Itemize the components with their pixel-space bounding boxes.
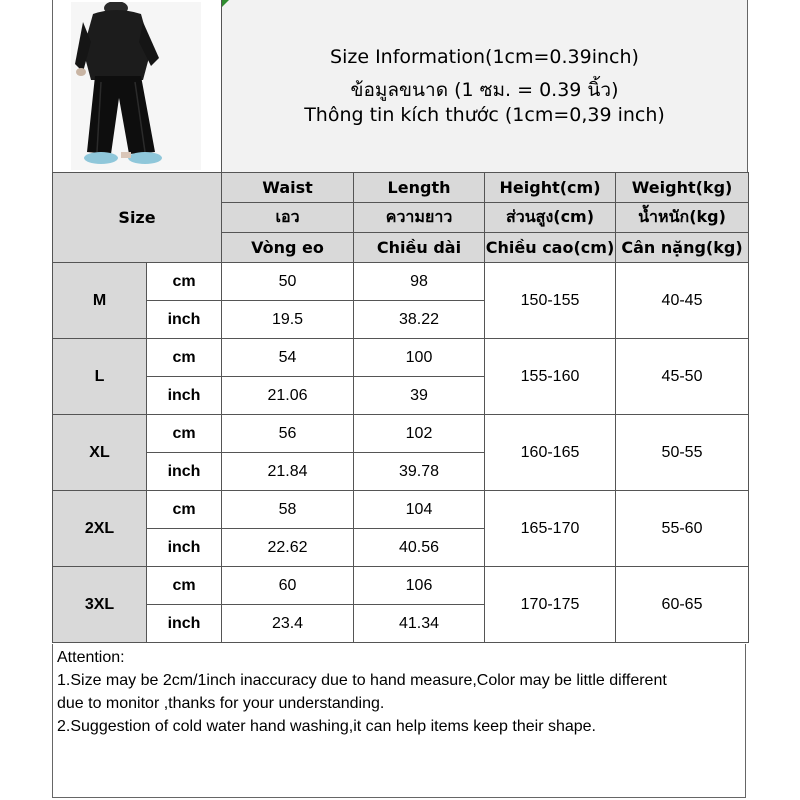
waist-cm: 50 [222,263,354,301]
waist-cm: 54 [222,339,354,377]
table-row [53,567,749,605]
length-cm: 98 [354,263,485,301]
waist-inch: 21.84 [222,453,354,491]
unit-label: inch [147,453,222,491]
table-row [53,339,749,377]
weight-range: 50-55 [616,415,749,491]
unit-label: cm [147,263,222,301]
waist-header-vi: Vòng eo [222,233,354,263]
length-inch: 39.78 [354,453,485,491]
waist-inch: 23.4 [222,605,354,643]
title-box [222,0,747,172]
length-header-th: ความยาว [354,203,485,233]
attention-notes [52,644,746,798]
size-label: 3XL [53,567,147,643]
unit-label: inch [147,377,222,415]
length-cm: 104 [354,491,485,529]
unit-label: inch [147,301,222,339]
height-header-vi: Chiều cao(cm) [485,233,616,263]
height-range: 155-160 [485,339,616,415]
table-row [53,415,749,453]
weight-header-en: Weight(kg) [616,173,749,203]
unit-label: cm [147,415,222,453]
waist-inch: 22.62 [222,529,354,567]
size-chart-sheet [52,0,748,800]
height-range: 160-165 [485,415,616,491]
waist-cm: 60 [222,567,354,605]
height-range: 165-170 [485,491,616,567]
title-vietnamese: Thông tin kích thước (1cm=0,39 inch) [304,104,665,126]
height-range: 170-175 [485,567,616,643]
weight-header-th: น้ำหนัก(kg) [616,203,749,233]
waist-header-en: Waist [222,173,354,203]
size-label: M [53,263,147,339]
length-cm: 102 [354,415,485,453]
height-header-th: ส่วนสูง(cm) [485,203,616,233]
length-cm: 100 [354,339,485,377]
corner-marker [222,0,229,7]
size-label: 2XL [53,491,147,567]
length-inch: 38.22 [354,301,485,339]
model-pants-illustration [71,2,201,170]
unit-label: cm [147,491,222,529]
length-header-vi: Chiều dài [354,233,485,263]
attention-note-2: 2.Suggestion of cold water hand washing,it can help items keep their shape. [57,718,596,735]
title-english: Size Information(1cm=0.39inch) [330,46,639,68]
product-photo [53,0,222,172]
length-inch: 39 [354,377,485,415]
title-thai: ข้อมูลขนาด (1 ซม. = 0.39 นิ้ว) [350,79,619,101]
table-row [53,491,749,529]
weight-range: 60-65 [616,567,749,643]
table-row [53,263,749,301]
unit-label: inch [147,529,222,567]
header-section [52,0,748,173]
waist-inch: 19.5 [222,301,354,339]
unit-label: cm [147,567,222,605]
weight-range: 45-50 [616,339,749,415]
length-header-en: Length [354,173,485,203]
size-column-header: Size [53,173,222,263]
size-label: L [53,339,147,415]
waist-cm: 56 [222,415,354,453]
attention-note-1-continued: due to monitor ,thanks for your understanding. [57,695,385,712]
waist-header-th: เอว [222,203,354,233]
attention-heading: Attention: [57,649,125,666]
length-inch: 40.56 [354,529,485,567]
weight-range: 55-60 [616,491,749,567]
length-inch: 41.34 [354,605,485,643]
height-header-en: Height(cm) [485,173,616,203]
unit-label: cm [147,339,222,377]
size-label: XL [53,415,147,491]
waist-inch: 21.06 [222,377,354,415]
waist-cm: 58 [222,491,354,529]
size-table [52,172,749,643]
weight-range: 40-45 [616,263,749,339]
unit-label: inch [147,605,222,643]
length-cm: 106 [354,567,485,605]
height-range: 150-155 [485,263,616,339]
weight-header-vi: Cân nặng(kg) [616,233,749,263]
attention-note-1: 1.Size may be 2cm/1inch inaccuracy due to hand measure,Color may be little different [57,672,667,689]
